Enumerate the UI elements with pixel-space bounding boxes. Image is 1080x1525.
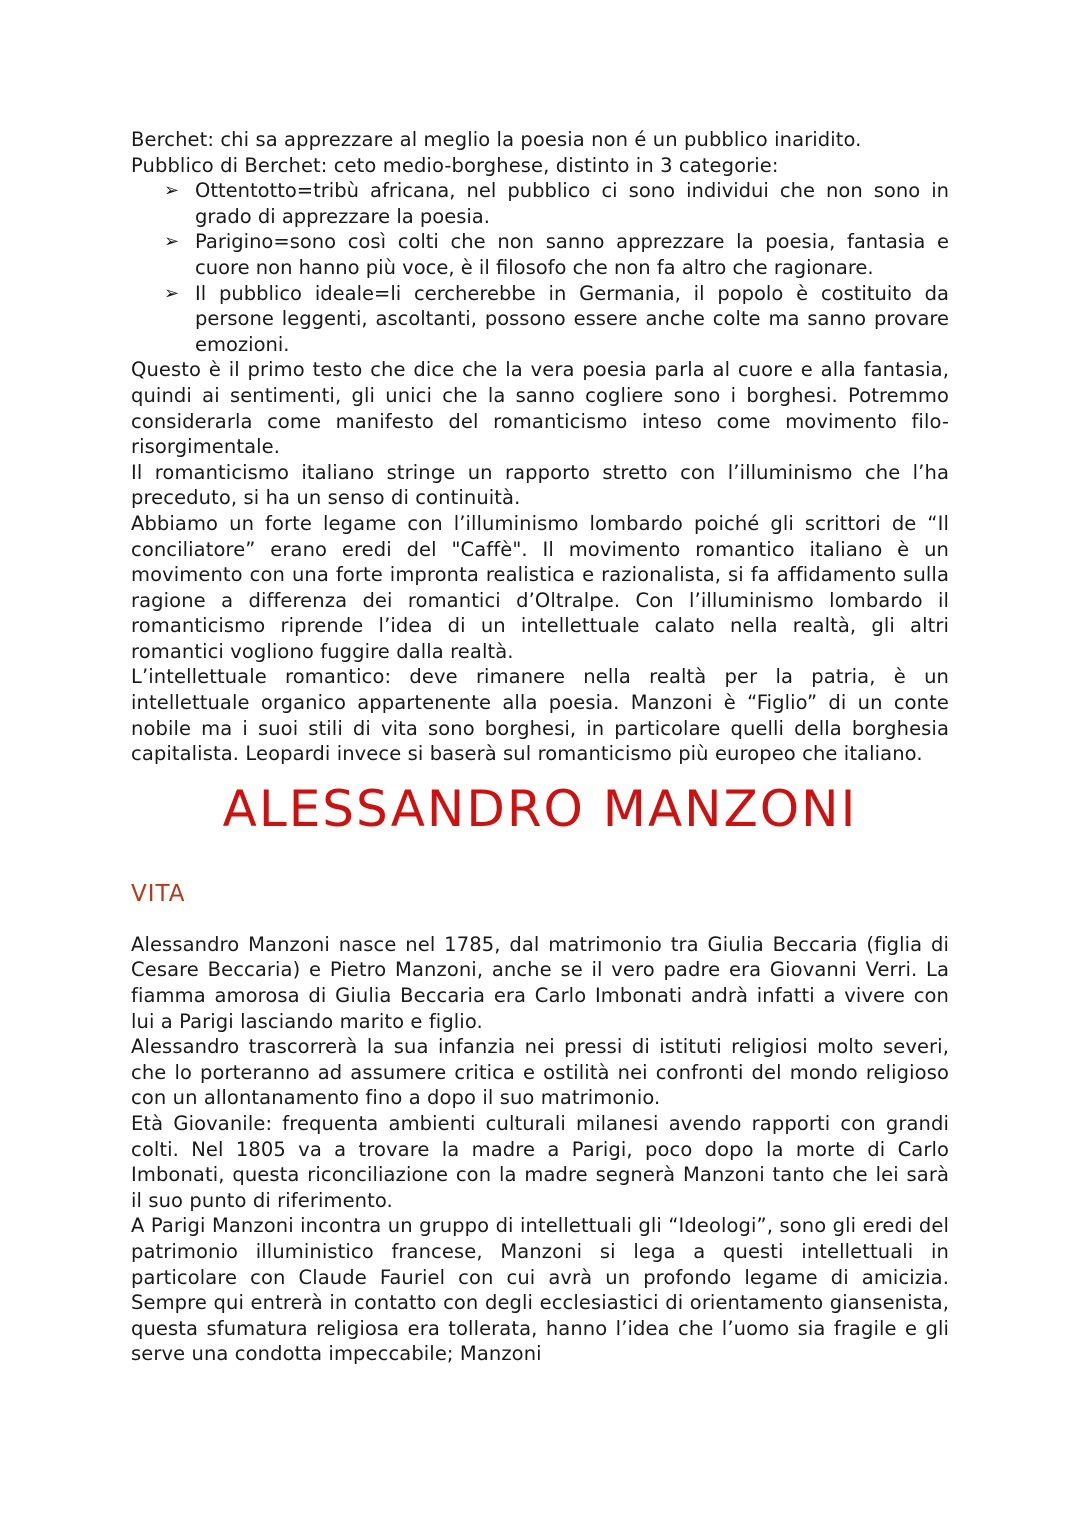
body-paragraph: L’intellettuale romantico: deve rimanere nella realtà per la patria, è un intellettuale organico appartenente alla poesia. Manzoni è “Figlio” di un conte nobile ma i suoi stili di vita sono borghesi, in particolare quelli della borghesia capitalista. Leopardi invece si baserà sul romanticismo più europeo che italiano.	[131, 665, 949, 766]
intro-paragraph-berchet: Berchet: chi sa apprezzare al meglio la poesia non é un pubblico inaridito.	[131, 128, 862, 151]
vita-paragraph: A Parigi Manzoni incontra un gruppo di intellettuali gli “Ideologi”, sono gli eredi del patrimonio illuministico francese, Manzoni si lega a questi intellettuali in particolare con Claude Fauriel con cui avrà un profondo legame di amicizia. Sempre qui entrerà in contatto con degli ecclesiastici di orientamento giansenista, questa sfumatura religiosa era tollerata, hanno l’idea che l’uomo sia fragile e gli serve una condotta impeccabile; Manzoni	[131, 1214, 949, 1366]
body-paragraph: Questo è il primo testo che dice che la vera poesia parla al cuore e alla fantasia, quindi ai sentimenti, gli unici che la sanno cogliere sono i borghesi. Potremmo considerarla come manifesto del romanticismo inteso come movimento filo-risorgimentale.	[131, 358, 949, 459]
list-item	[131, 178, 949, 229]
intro-paragraph-pubblico: Pubblico di Berchet: ceto medio-borghese, distinto in 3 categorie:	[131, 153, 779, 177]
vita-paragraph: Alessandro Manzoni nasce nel 1785, dal matrimonio tra Giulia Beccaria (figlia di Cesare Beccaria) e Pietro Manzoni, anche se il vero padre era Giovanni Verri. La fiamma amorosa di Giulia Beccaria era Carlo Imbonati andrà infatti a vivere con lui a Parigi lasciando marito e figlio.	[131, 932, 949, 1033]
arrow-bullet-icon: ➢	[164, 180, 180, 202]
vita-paragraph: Alessandro trascorrerà la sua infanzia nei pressi di istituti religiosi molto severi, che lo porteranno ad assumere critica e ostilità nei confronti del mondo religioso con un allontanamento fino a dopo il suo matrimonio.	[131, 1035, 949, 1110]
audience-categories-list	[131, 178, 949, 357]
list-item	[131, 229, 949, 280]
page-title: ALESSANDRO MANZONI	[222, 779, 858, 838]
vita-paragraph: Età Giovanile: frequenta ambienti culturali milanesi avendo rapporti con grandi colti. Nel 1805 va a trovare la madre a Parigi, poco dopo la morte di Carlo Imbonati, questa riconciliazione con la madre segnerà Manzoni tanto che lei sarà il suo punto di riferimento.	[131, 1112, 949, 1212]
body-paragraph: Il romanticismo italiano stringe un rapporto stretto con l’illuminismo che l’ha preceduto, si ha un senso di continuità.	[131, 460, 949, 510]
list-item-text: Parigino=sono così colti che non sanno apprezzare la poesia, fantasia e cuore non hanno più voce, è il filosofo che non fa altro che ragionare.	[195, 230, 949, 279]
arrow-bullet-icon: ➢	[164, 282, 180, 304]
section-heading-vita: VITA	[131, 880, 186, 907]
arrow-bullet-icon: ➢	[164, 231, 180, 253]
list-item-text: Ottentotto=tribù africana, nel pubblico ci sono individui che non sono in grado di apprezzare la poesia.	[195, 179, 949, 228]
list-item-text: Il pubblico ideale=li cercherebbe in Germania, il popolo è costituito da persone leggenti, ascoltanti, possono essere anche colte ma sanno provare emozioni.	[195, 281, 949, 356]
body-paragraph: Abbiamo un forte legame con l’illuminismo lombardo poiché gli scrittori de “Il conciliatore” erano eredi del "Caffè". Il movimento romantico italiano è un movimento con una forte impronta realistica e razionalista, si fa affidamento sulla ragione a differenza dei romantici d’Oltralpe. Con l’illuminismo lombardo il romanticismo riprende l’idea di un intellettuale calato nella realtà, gli altri romantici vogliono fuggire dalla realtà.	[131, 511, 949, 663]
list-item	[131, 281, 949, 358]
document-page	[131, 127, 949, 1367]
